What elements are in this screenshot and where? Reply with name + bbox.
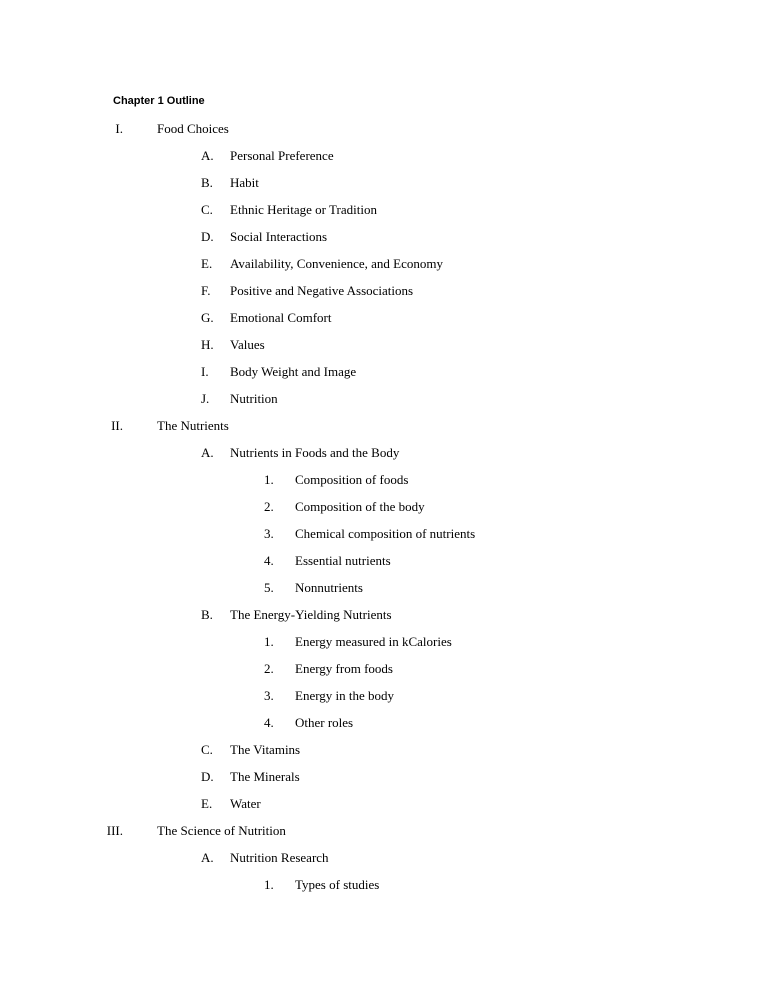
outline-marker: I. xyxy=(115,121,123,136)
outline-text: Social Interactions xyxy=(230,229,328,244)
outline-item xyxy=(0,849,768,867)
outline-marker: E. xyxy=(201,256,213,271)
outline-item xyxy=(0,309,768,327)
outline-text: Energy in the body xyxy=(295,688,395,703)
outline-marker: D. xyxy=(201,769,214,784)
outline-subitem xyxy=(0,687,768,705)
outline-subitem xyxy=(0,714,768,732)
outline-item xyxy=(0,768,768,786)
outline-text: Composition of foods xyxy=(295,472,409,487)
outline-text: Availability, Convenience, and Economy xyxy=(230,256,443,271)
outline-subitem xyxy=(0,471,768,489)
outline-subitem xyxy=(0,498,768,516)
outline-marker: H. xyxy=(201,337,214,352)
outline-marker: A. xyxy=(201,148,214,163)
outline-text: The Minerals xyxy=(230,769,300,784)
outline-marker: 4. xyxy=(264,553,274,568)
outline-item xyxy=(0,795,768,813)
outline-text: Nonnutrients xyxy=(295,580,363,595)
outline-marker: G. xyxy=(201,310,214,325)
outline-text: Essential nutrients xyxy=(295,553,391,568)
outline-text: Positive and Negative Associations xyxy=(230,283,414,298)
outline-marker: 1. xyxy=(264,877,274,892)
outline-text: Nutrition Research xyxy=(230,850,329,865)
outline-marker: 2. xyxy=(264,499,274,514)
outline-text: Emotional Comfort xyxy=(230,310,332,325)
outline-marker: 1. xyxy=(264,634,274,649)
outline-text: Energy from foods xyxy=(295,661,393,676)
section-heading xyxy=(0,822,768,840)
outline-text: Habit xyxy=(230,175,259,190)
outline-marker: C. xyxy=(201,202,213,217)
outline-text: Nutrients in Foods and the Body xyxy=(230,445,400,460)
outline-text: Energy measured in kCalories xyxy=(295,634,452,649)
outline-marker: III. xyxy=(106,823,123,838)
outline-text: Values xyxy=(230,337,265,352)
outline-text: The Energy-Yielding Nutrients xyxy=(230,607,392,622)
outline-marker: C. xyxy=(201,742,213,757)
outline-text: Other roles xyxy=(295,715,354,730)
outline-marker: B. xyxy=(201,175,213,190)
outline-marker: 2. xyxy=(264,661,274,676)
outline-item xyxy=(0,444,768,462)
outline-text: Food Choices xyxy=(157,121,229,136)
outline-text: Water xyxy=(230,796,261,811)
outline-subitem xyxy=(0,660,768,678)
outline-marker: 3. xyxy=(264,526,274,541)
document-heading: Chapter 1 Outline xyxy=(113,95,205,107)
outline-text: The Nutrients xyxy=(157,418,229,433)
outline-marker: 1. xyxy=(264,472,274,487)
outline-marker: D. xyxy=(201,229,214,244)
outline-marker: 4. xyxy=(264,715,274,730)
outline-text: Types of studies xyxy=(295,877,380,892)
outline-item xyxy=(0,147,768,165)
outline-marker: F. xyxy=(201,283,211,298)
outline-text: The Science of Nutrition xyxy=(157,823,286,838)
outline-text: Composition of the body xyxy=(295,499,425,514)
outline-item xyxy=(0,255,768,273)
outline-item xyxy=(0,228,768,246)
outline-subitem xyxy=(0,525,768,543)
outline-marker: I. xyxy=(201,364,209,379)
outline-marker: A. xyxy=(201,445,214,460)
outline-marker: A. xyxy=(201,850,214,865)
outline-item xyxy=(0,741,768,759)
outline-subitem xyxy=(0,876,768,894)
outline-text: Nutrition xyxy=(230,391,278,406)
outline-item xyxy=(0,606,768,624)
outline-marker: 5. xyxy=(264,580,274,595)
outline-item xyxy=(0,336,768,354)
section-heading xyxy=(0,120,768,138)
outline-item xyxy=(0,174,768,192)
outline-text: Chemical composition of nutrients xyxy=(295,526,476,541)
outline-item xyxy=(0,390,768,408)
outline-subitem xyxy=(0,633,768,651)
outline-marker: J. xyxy=(201,391,210,406)
outline-text: Ethnic Heritage or Tradition xyxy=(230,202,377,217)
section-heading xyxy=(0,417,768,435)
outline-marker: II. xyxy=(111,418,123,433)
outline-item xyxy=(0,282,768,300)
outline-subitem xyxy=(0,579,768,597)
outline-subitem xyxy=(0,552,768,570)
outline-item xyxy=(0,363,768,381)
outline-item xyxy=(0,201,768,219)
outline-marker: B. xyxy=(201,607,213,622)
outline-text: Personal Preference xyxy=(230,148,334,163)
outline-marker: 3. xyxy=(264,688,274,703)
outline-text: Body Weight and Image xyxy=(230,364,357,379)
outline-marker: E. xyxy=(201,796,213,811)
outline-text: The Vitamins xyxy=(230,742,301,757)
